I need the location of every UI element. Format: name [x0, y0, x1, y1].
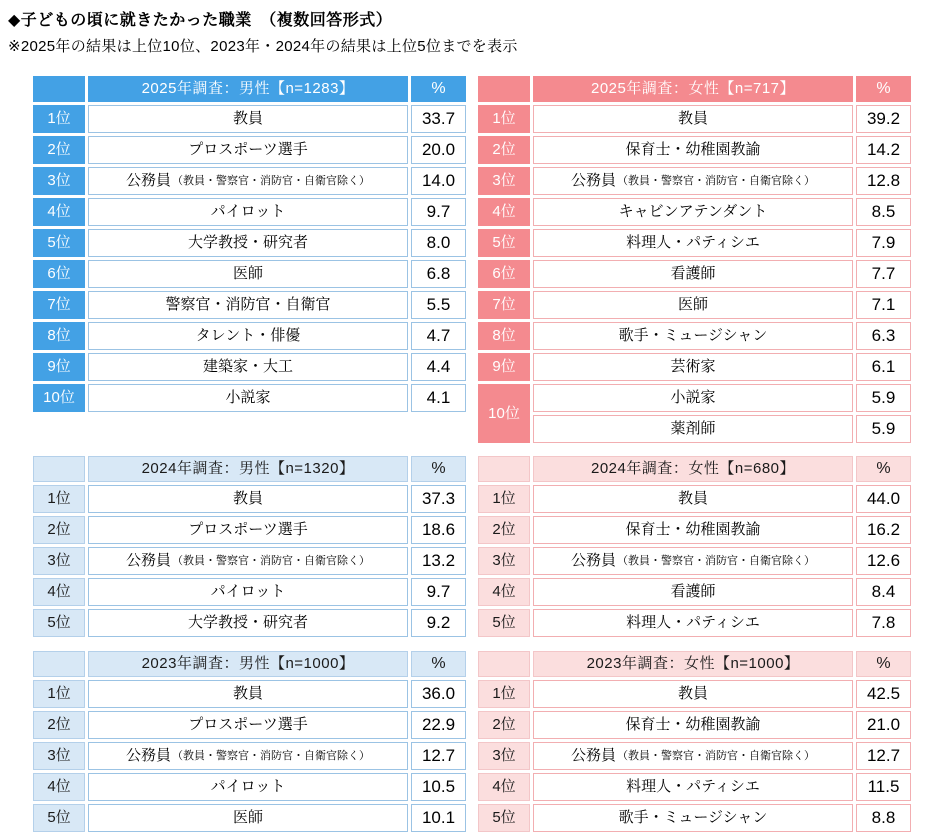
value-cell: 9.2 — [411, 609, 466, 637]
job-name: 看護師 — [670, 265, 716, 283]
job-cell — [88, 485, 408, 513]
job-cell — [88, 547, 408, 575]
rank-cell: 2位 — [478, 516, 530, 544]
value-cell: 33.7 — [411, 105, 466, 133]
value-cell: 8.8 — [856, 804, 911, 832]
job-name: 歌手・ミュージシャン — [618, 327, 768, 345]
job-cell — [88, 804, 408, 832]
value-cell: 9.7 — [411, 198, 466, 226]
job-cell — [88, 384, 408, 412]
percent-header-label: % — [411, 456, 466, 482]
job-cell — [533, 742, 853, 770]
job-name: 公務員 — [570, 172, 616, 190]
table-corner-cell — [478, 651, 530, 677]
rank-cell: 9位 — [33, 353, 85, 381]
job-cell — [88, 742, 408, 770]
table-header-label: 2023年調査：男性【n=1000】 — [88, 651, 408, 677]
job-name: 大学教授・研究者 — [187, 234, 308, 252]
value-cell: 22.9 — [411, 711, 466, 739]
job-cell — [533, 547, 853, 575]
job-cell — [533, 353, 853, 381]
job-cell — [88, 578, 408, 606]
job-cell — [88, 291, 408, 319]
percent-header-label: % — [856, 456, 911, 482]
job-cell — [533, 384, 853, 412]
value-cell: 12.8 — [856, 167, 911, 195]
rank-cell: 2位 — [478, 711, 530, 739]
rank-cell: 8位 — [478, 322, 530, 350]
rank-cell: 7位 — [33, 291, 85, 319]
value-cell: 4.4 — [411, 353, 466, 381]
rank-cell: 5位 — [478, 804, 530, 832]
percent-header-label: % — [856, 651, 911, 677]
rank-cell: 4位 — [478, 773, 530, 801]
job-note: （教員・警察官・消防官・自衛官除く） — [617, 175, 815, 188]
rank-cell: 4位 — [33, 773, 85, 801]
table-2024-male — [33, 456, 466, 637]
table-header-label: 2023年調査：女性【n=1000】 — [533, 651, 853, 677]
job-note: （教員・警察官・消防官・自衛官除く） — [617, 750, 815, 763]
rank-cell: 1位 — [478, 105, 530, 133]
job-cell — [533, 773, 853, 801]
percent-header-label: % — [411, 651, 466, 677]
rank-cell: 2位 — [478, 136, 530, 164]
rank-cell: 10位 — [33, 384, 85, 412]
rank-cell: 2位 — [33, 711, 85, 739]
value-cell: 10.5 — [411, 773, 466, 801]
rank-cell: 5位 — [33, 804, 85, 832]
job-cell — [533, 322, 853, 350]
job-cell — [88, 609, 408, 637]
job-name: プロスポーツ選手 — [188, 141, 308, 159]
job-name: 医師 — [232, 265, 263, 283]
rank-cell: 5位 — [33, 609, 85, 637]
job-cell — [88, 516, 408, 544]
page-title: ◆子どもの頃に就きたかった職業 （複数回答形式） — [8, 12, 393, 29]
job-cell — [533, 485, 853, 513]
value-cell: 14.2 — [856, 136, 911, 164]
value-cell: 21.0 — [856, 711, 911, 739]
rank-cell: 3位 — [33, 167, 85, 195]
job-name: キャビンアテンダント — [618, 203, 768, 221]
job-name: 教員 — [677, 110, 708, 128]
job-name: 公務員 — [570, 552, 616, 570]
table-2024-female — [478, 456, 911, 637]
value-cell: 12.7 — [411, 742, 466, 770]
job-cell — [533, 167, 853, 195]
rank-cell: 9位 — [478, 353, 530, 381]
job-cell — [533, 609, 853, 637]
rank-cell: 1位 — [478, 485, 530, 513]
value-cell: 4.1 — [411, 384, 466, 412]
value-cell: 5.5 — [411, 291, 466, 319]
job-name: 芸術家 — [670, 358, 716, 376]
table-header-label: 2024年調査：女性【n=680】 — [533, 456, 853, 482]
value-cell: 14.0 — [411, 167, 466, 195]
value-cell: 7.9 — [856, 229, 911, 257]
job-name: プロスポーツ選手 — [188, 716, 308, 734]
job-name: 公務員 — [125, 747, 171, 765]
job-name: 警察官・消防官・自衛官 — [165, 296, 331, 314]
rank-cell: 1位 — [33, 485, 85, 513]
job-name: 歌手・ミュージシャン — [618, 809, 768, 827]
value-cell: 6.1 — [856, 353, 911, 381]
value-cell: 10.1 — [411, 804, 466, 832]
table-2025-male — [33, 76, 466, 412]
rank-cell: 1位 — [33, 680, 85, 708]
value-cell: 6.3 — [856, 322, 911, 350]
table-corner-cell — [33, 76, 85, 102]
rank-cell: 4位 — [33, 198, 85, 226]
job-cell — [533, 804, 853, 832]
job-name: 料理人・パティシエ — [626, 614, 760, 632]
job-cell — [88, 136, 408, 164]
rank-cell: 4位 — [478, 198, 530, 226]
value-cell: 8.5 — [856, 198, 911, 226]
page-note: ※2025年の結果は上位10位、2023年・2024年の結果は上位5位までを表示 — [8, 38, 518, 55]
job-name: 教員 — [232, 490, 263, 508]
value-cell: 16.2 — [856, 516, 911, 544]
job-cell — [88, 322, 408, 350]
job-name: 教員 — [677, 685, 708, 703]
job-name: 教員 — [232, 685, 263, 703]
value-cell: 7.1 — [856, 291, 911, 319]
value-cell: 5.9 — [856, 415, 911, 443]
job-cell — [533, 578, 853, 606]
value-cell: 13.2 — [411, 547, 466, 575]
rank-cell: 3位 — [478, 547, 530, 575]
job-cell — [88, 229, 408, 257]
job-name: 保育士・幼稚園教諭 — [625, 141, 761, 159]
table-2023-male — [33, 651, 466, 832]
rank-cell: 2位 — [33, 136, 85, 164]
job-cell — [88, 167, 408, 195]
job-name: 保育士・幼稚園教諭 — [625, 521, 761, 539]
value-cell: 9.7 — [411, 578, 466, 606]
rank-cell: 3位 — [478, 167, 530, 195]
value-cell: 39.2 — [856, 105, 911, 133]
table-2025-female — [478, 76, 911, 443]
job-name: 医師 — [232, 809, 263, 827]
job-cell — [88, 680, 408, 708]
value-cell: 20.0 — [411, 136, 466, 164]
table-corner-cell — [478, 76, 530, 102]
rank-cell: 5位 — [33, 229, 85, 257]
value-cell: 12.6 — [856, 547, 911, 575]
value-cell: 37.3 — [411, 485, 466, 513]
job-cell — [533, 291, 853, 319]
job-name: パイロット — [210, 778, 286, 796]
value-cell: 36.0 — [411, 680, 466, 708]
job-name: 薬剤師 — [670, 420, 716, 438]
value-cell: 8.0 — [411, 229, 466, 257]
rank-cell: 1位 — [478, 680, 530, 708]
percent-header-label: % — [856, 76, 911, 102]
job-name: 小説家 — [225, 389, 271, 407]
rank-cell: 2位 — [33, 516, 85, 544]
job-name: 教員 — [232, 110, 263, 128]
job-cell — [88, 773, 408, 801]
job-name: 保育士・幼稚園教諭 — [625, 716, 761, 734]
job-cell — [88, 198, 408, 226]
table-corner-cell — [33, 456, 85, 482]
job-cell — [533, 711, 853, 739]
value-cell: 7.8 — [856, 609, 911, 637]
table-header-label: 2025年調査：男性【n=1283】 — [88, 76, 408, 102]
job-name: パイロット — [210, 583, 286, 601]
job-name: 教員 — [677, 490, 708, 508]
value-cell: 12.7 — [856, 742, 911, 770]
job-cell — [533, 260, 853, 288]
job-name: パイロット — [210, 203, 286, 221]
rank-cell: 10位 — [478, 384, 530, 443]
job-cell — [533, 516, 853, 544]
job-name: 建築家・大工 — [202, 358, 293, 376]
job-cell — [533, 105, 853, 133]
rank-cell: 1位 — [33, 105, 85, 133]
job-cell — [533, 198, 853, 226]
rank-cell: 6位 — [33, 260, 85, 288]
job-cell — [88, 260, 408, 288]
rank-cell: 8位 — [33, 322, 85, 350]
job-cell — [533, 415, 853, 443]
value-cell: 7.7 — [856, 260, 911, 288]
rank-cell: 4位 — [33, 578, 85, 606]
table-header-label: 2025年調査：女性【n=717】 — [533, 76, 853, 102]
job-name: 公務員 — [125, 552, 171, 570]
value-cell: 8.4 — [856, 578, 911, 606]
job-note: （教員・警察官・消防官・自衛官除く） — [617, 555, 815, 568]
job-name: タレント・俳優 — [195, 327, 301, 345]
job-cell — [533, 136, 853, 164]
job-name: プロスポーツ選手 — [188, 521, 308, 539]
job-name: 公務員 — [570, 747, 616, 765]
job-name: 医師 — [677, 296, 708, 314]
rank-cell: 3位 — [33, 547, 85, 575]
job-name: 料理人・パティシエ — [626, 778, 760, 796]
job-note: （教員・警察官・消防官・自衛官除く） — [172, 750, 370, 763]
job-name: 公務員 — [125, 172, 171, 190]
rank-cell: 6位 — [478, 260, 530, 288]
rank-cell: 5位 — [478, 609, 530, 637]
value-cell: 11.5 — [856, 773, 911, 801]
job-cell — [88, 711, 408, 739]
job-cell — [88, 353, 408, 381]
rank-cell: 7位 — [478, 291, 530, 319]
rank-cell: 3位 — [33, 742, 85, 770]
table-corner-cell — [478, 456, 530, 482]
table-header-label: 2024年調査：男性【n=1320】 — [88, 456, 408, 482]
job-cell — [533, 229, 853, 257]
value-cell: 18.6 — [411, 516, 466, 544]
job-note: （教員・警察官・消防官・自衛官除く） — [172, 555, 370, 568]
rank-cell: 4位 — [478, 578, 530, 606]
percent-header-label: % — [411, 76, 466, 102]
job-name: 料理人・パティシエ — [626, 234, 760, 252]
rank-cell: 3位 — [478, 742, 530, 770]
job-cell — [88, 105, 408, 133]
rank-cell: 5位 — [478, 229, 530, 257]
value-cell: 44.0 — [856, 485, 911, 513]
value-cell: 42.5 — [856, 680, 911, 708]
job-note: （教員・警察官・消防官・自衛官除く） — [172, 175, 370, 188]
value-cell: 5.9 — [856, 384, 911, 412]
job-name: 看護師 — [670, 583, 716, 601]
job-name: 小説家 — [670, 389, 716, 407]
job-name: 大学教授・研究者 — [187, 614, 308, 632]
table-corner-cell — [33, 651, 85, 677]
value-cell: 4.7 — [411, 322, 466, 350]
job-cell — [533, 680, 853, 708]
value-cell: 6.8 — [411, 260, 466, 288]
table-2023-female — [478, 651, 911, 832]
